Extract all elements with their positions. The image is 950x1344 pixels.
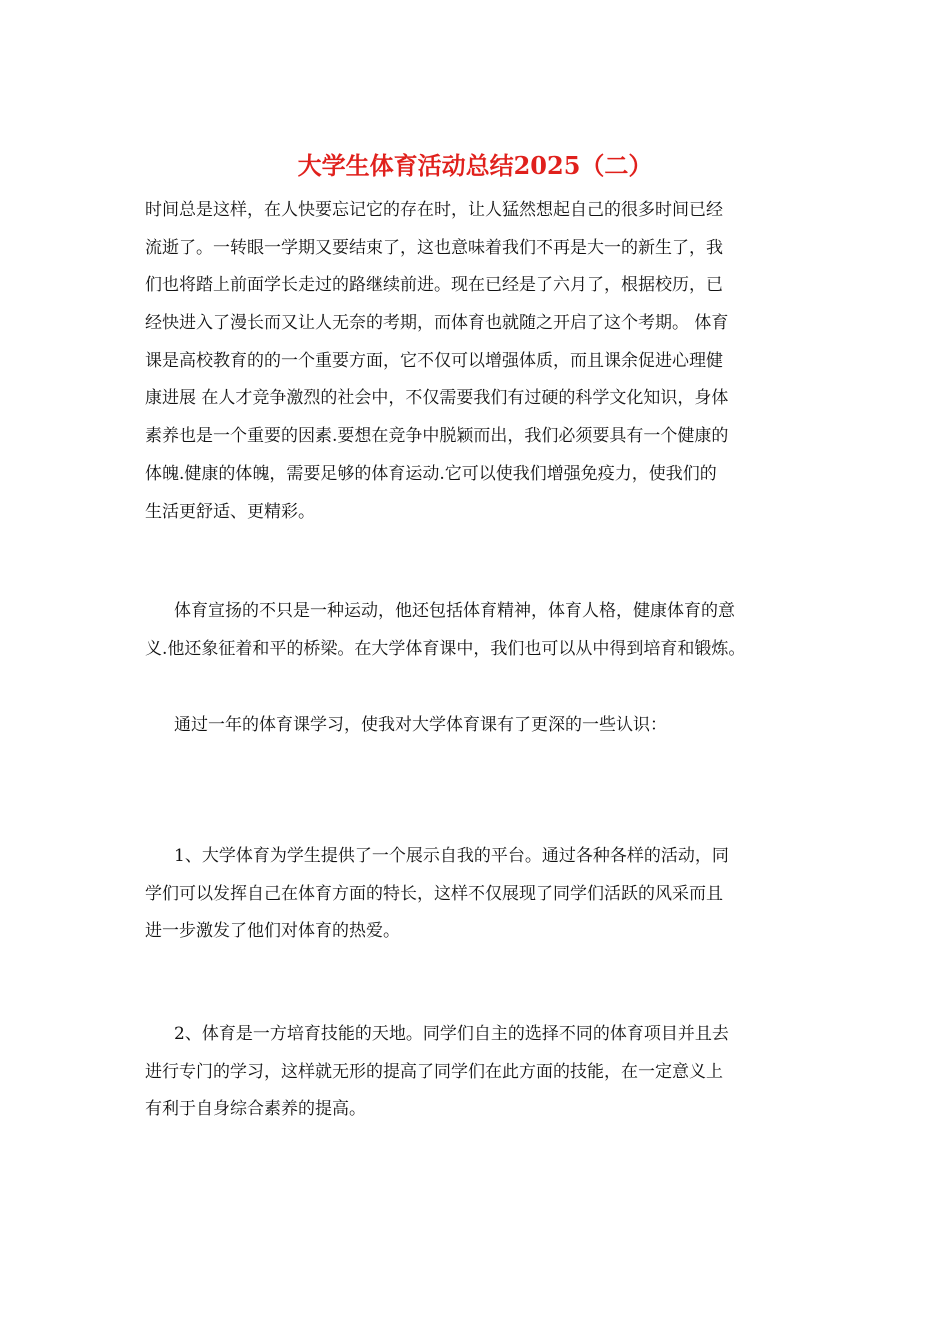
paragraph-line: 进行专门的学习，这样就无形的提高了同学们在此方面的技能，在一定意义上 <box>145 1061 723 1082</box>
paragraph-4 <box>145 838 825 951</box>
paragraph-5 <box>145 1016 825 1129</box>
paragraph-line: 义.他还象征着和平的桥梁。在大学体育课中，我们也可以从中得到培育和锻炼。 <box>145 638 746 659</box>
paragraph-1 <box>145 192 825 531</box>
paragraph-3 <box>145 707 825 745</box>
paragraph-line: 流逝了。一转眼一学期又要结束了，这也意味着我们不再是大一的新生了，我 <box>145 237 723 258</box>
paragraph-line: 学们可以发挥自己在体育方面的特长，这样不仅展现了同学们活跃的风采而且 <box>145 883 723 904</box>
document-title: 大学生体育活动总结2025（二） <box>297 151 653 180</box>
paragraph-line: 时间总是这样，在人快要忘记它的存在时，让人猛然想起自己的很多时间已经 <box>145 200 723 220</box>
paragraph-line: 2、体育是一方培育技能的天地。同学们自主的选择不同的体育项目并且去 <box>174 1024 729 1044</box>
paragraph-line: 体魄.健康的体魄，需要足够的体育运动.它可以使我们增强免疫力，使我们的 <box>145 463 717 484</box>
paragraph-line: 康进展 在人才竞争激烈的社会中，不仅需要我们有过硬的科学文化知识，身体 <box>145 388 729 409</box>
paragraph-line: 有利于自身综合素养的提高。 <box>145 1099 366 1120</box>
paragraph-line: 体育宣扬的不只是一种运动，他还包括体育精神，体育人格，健康体育的意 <box>174 601 735 621</box>
paragraph-2 <box>145 593 825 668</box>
paragraph-line: 1、大学体育为学生提供了一个展示自我的平台。通过各种各样的活动，同 <box>174 846 729 866</box>
paragraph-line: 进一步激发了他们对体育的热爱。 <box>145 921 400 942</box>
paragraph-line: 课是高校教育的的一个重要方面，它不仅可以增强体质，而且课余促进心理健 <box>145 350 723 371</box>
paragraph-line: 生活更舒适、更精彩。 <box>145 501 315 522</box>
paragraph-line: 素养也是一个重要的因素.要想在竞争中脱颖而出，我们必须要具有一个健康的 <box>145 426 729 447</box>
paragraph-line: 通过一年的体育课学习，使我对大学体育课有了更深的一些认识： <box>174 715 667 735</box>
paragraph-line: 经快进入了漫长而又让人无奈的考期，而体育也就随之开启了这个考期。 体育 <box>145 313 729 334</box>
paragraph-line: 们也将踏上前面学长走过的路继续前进。现在已经是了六月了，根据校历，已 <box>145 275 723 296</box>
